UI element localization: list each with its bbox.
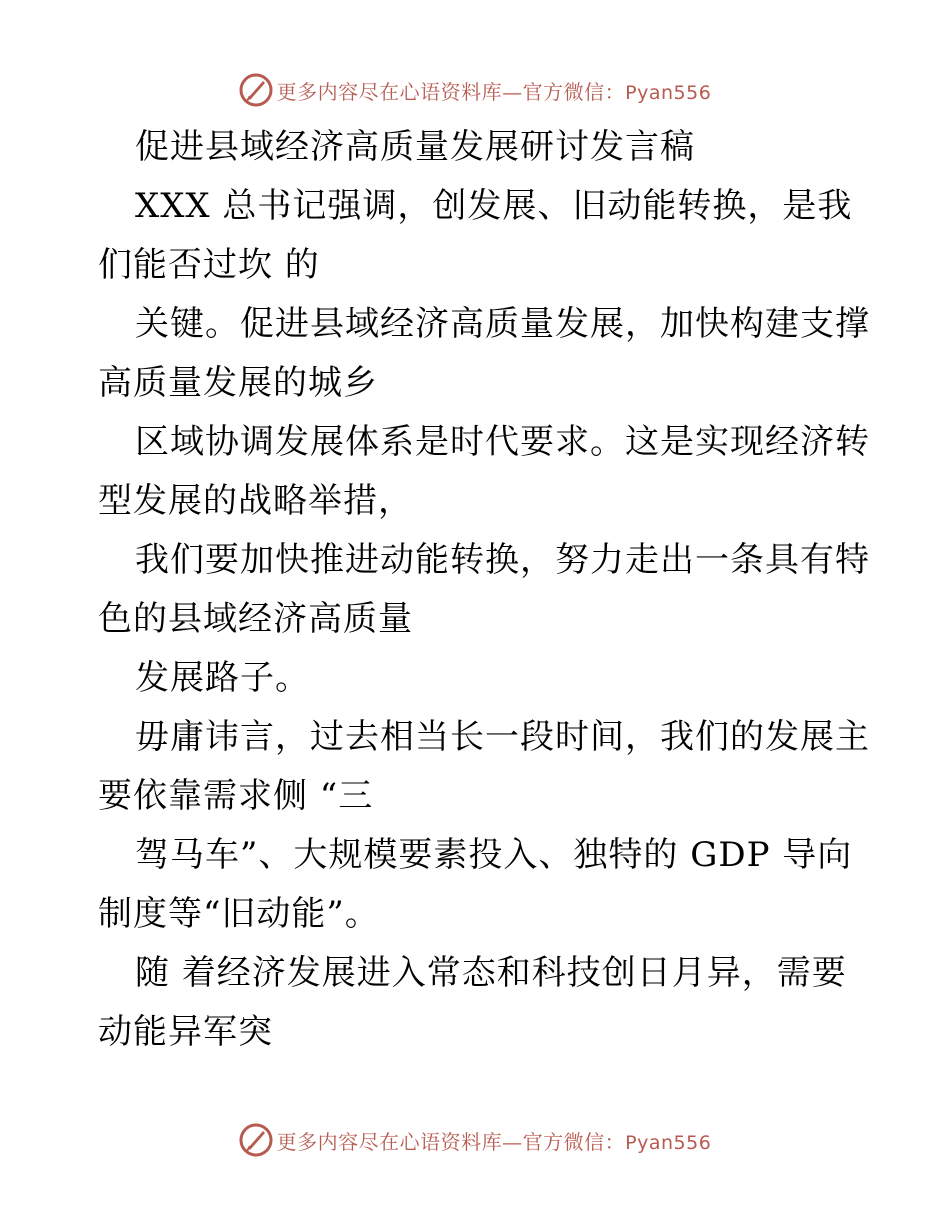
paragraph-line: 我们要加快推进动能转换，努力走出一条具有特: [135, 540, 870, 580]
header-site-name: 更多内容尽在心语资料库: [276, 79, 503, 104]
paragraph-line: 随 着经济发展进入常态和科技创日月异，需要: [135, 953, 847, 993]
paragraph: [98, 295, 870, 413]
header-dash: —: [502, 79, 523, 104]
quill-logo-icon: [239, 73, 273, 107]
document-body: [98, 118, 870, 1062]
header-banner: [0, 70, 950, 110]
paragraph-line: 型发展的战略举措，: [98, 481, 413, 521]
paragraph: [98, 708, 870, 826]
paragraph-line: 发展路子。: [135, 658, 310, 698]
paragraph: [98, 531, 870, 649]
paragraph-line: 关键。促进县域经济高质量发展，加快构建支撑: [135, 304, 870, 344]
paragraph-line: 们能否过坎 的: [98, 245, 320, 285]
paragraph: [98, 649, 858, 708]
footer-wechat-label: 官方微信：: [522, 1129, 626, 1154]
footer-site-name: 更多内容尽在心语资料库: [276, 1129, 503, 1154]
paragraph-line: 高质量发展的城乡: [98, 363, 378, 403]
paragraph: [98, 177, 858, 295]
footer-wechat-handle: Pyan556: [625, 1131, 712, 1154]
footer-banner: [0, 1120, 950, 1160]
footer-banner-text: [277, 1126, 712, 1155]
paragraph-line: 色的县域经济高质量: [98, 599, 413, 639]
quill-logo-icon: [239, 1123, 273, 1157]
document-title: 促进县域经济高质量发展研讨发言稿: [135, 127, 695, 167]
paragraph-line: 制度等“旧动能”。: [98, 894, 380, 934]
paragraph-line: 区域协调发展体系是时代要求。这是实现经济转: [135, 422, 870, 462]
paragraph-line: 毋庸讳言，过去相当长一段时间，我们的发展主: [135, 717, 870, 757]
paragraph-line: 驾马车”、大规模要素投入、独特的 GDP 导向: [135, 835, 853, 875]
paragraph-line: 动能异军突: [98, 1012, 273, 1052]
paragraph: [98, 944, 858, 1062]
paragraph: [98, 413, 870, 531]
header-wechat-handle: Pyan556: [625, 81, 712, 104]
paragraph-line: 要依靠需求侧 “三: [98, 776, 374, 816]
header-banner-text: [277, 76, 712, 105]
header-wechat-label: 官方微信：: [522, 79, 626, 104]
footer-dash: —: [502, 1129, 523, 1154]
paragraph-line: XXX 总书记强调，创发展、旧动能转换，是我: [135, 186, 853, 226]
paragraph: [98, 826, 858, 944]
